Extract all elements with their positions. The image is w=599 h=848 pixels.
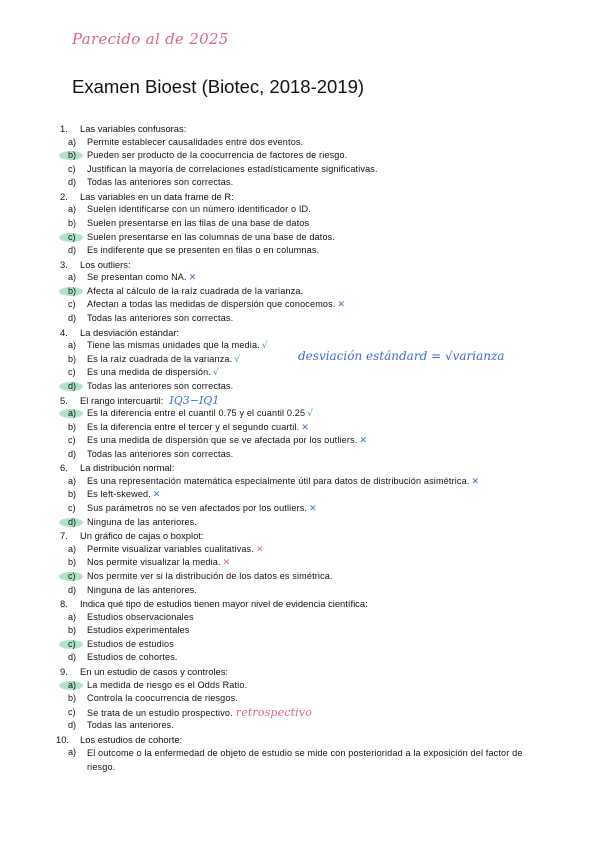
option [0, 434, 599, 448]
option-selected [0, 380, 599, 394]
option-text: Afecta al cálculo de la raíz cuadrada de la varianza. [87, 285, 304, 296]
option [0, 475, 599, 489]
question-text: Un gráfico de cajas o boxplot: [80, 530, 204, 542]
option-selected [0, 570, 599, 584]
option [0, 448, 599, 462]
option-letter: d) [68, 245, 77, 256]
option-text: Es una medida de dispersión que se ve afectada por los outliers. [87, 435, 358, 446]
option-letter: b) [68, 489, 77, 500]
option-letter: a) [68, 272, 77, 283]
option-letter: d) [68, 720, 77, 731]
question-number: 5. [60, 394, 68, 406]
option-text: Todas las anteriores son correctas. [87, 448, 234, 459]
option-text: Suelen presentarse en las columnas de una base de datos. [87, 231, 336, 242]
cross-mark-icon: ✕ [188, 273, 197, 284]
option-text: Estudios de cohortes. [87, 652, 178, 663]
option-text: Es left-skewed. [87, 489, 151, 500]
question-number: 10. [56, 733, 70, 745]
option [0, 298, 599, 312]
question-text: Las variables confusoras: [80, 123, 187, 134]
std-dev-handwritten-note: desviación estándard = √varianza [298, 349, 505, 363]
question-9 [0, 665, 599, 733]
option [0, 176, 599, 190]
check-mark-icon: √ [307, 409, 314, 419]
question-text: Los outliers: [80, 258, 131, 270]
question-number: 7. [60, 530, 68, 542]
question-6 [0, 461, 599, 529]
option-letter: a) [68, 408, 77, 418]
option-text: Es una medida de dispersión. [87, 367, 212, 378]
option-text: Todas las anteriores son correctas. [87, 380, 234, 391]
handwritten-note: Parecido al de 2025 [72, 30, 229, 48]
option-selected [0, 407, 599, 421]
question-number: 6. [60, 462, 68, 474]
option [0, 217, 599, 231]
cross-mark-icon: ✕ [256, 544, 264, 555]
option-text: Ninguna de las anteriores. [87, 516, 198, 527]
option [0, 543, 599, 557]
option-text: La medida de riesgo es el Odds Ratio. [87, 679, 248, 690]
option-letter: b) [68, 217, 77, 228]
option [0, 271, 599, 285]
option-text: Todas las anteriores son correctas. [87, 177, 234, 188]
option [0, 136, 599, 150]
option-text: Se trata de un estudio prospectivo. [87, 707, 233, 718]
option-letter: a) [68, 136, 77, 147]
option-text: Es la diferencia entre el cuantil 0.75 y el cuantil 0.25 [87, 408, 306, 418]
option-letter: b) [68, 625, 77, 636]
cross-mark-icon: ✕ [471, 476, 480, 487]
option-text: Tiene las mismas unidades que la media. [87, 340, 260, 351]
option-letter: a) [68, 475, 77, 486]
option-letter: c) [68, 367, 76, 378]
option-text: Permite establecer causalidades entre dos eventos. [87, 136, 304, 147]
question-text: La distribución normal: [80, 462, 175, 474]
question-8 [0, 597, 599, 665]
option-text: Controla la coocurrencia de riesgos. [87, 693, 238, 704]
cross-mark-icon: ✕ [301, 422, 310, 433]
option [0, 556, 599, 570]
option-text: Sus parámetros no se ven afectados por los outliers. [87, 503, 308, 514]
question-5 [0, 394, 599, 462]
option [0, 611, 599, 625]
option [0, 366, 599, 380]
question-text: Los estudios de cohorte: [80, 733, 183, 745]
option-text: Justifican la mayoría de correlaciones estadísticamente significativas. [87, 163, 378, 174]
retrospective-handwritten-note: retrospectivo [235, 705, 312, 719]
question-list [0, 122, 599, 774]
question-number: 1. [60, 123, 68, 134]
question-text: En un estudio de casos y controles: [80, 666, 229, 677]
option-letter: d) [68, 313, 77, 324]
check-mark-icon: √ [234, 354, 241, 365]
option [0, 163, 599, 177]
option [0, 624, 599, 638]
option-text: Ninguna de las anteriores. [87, 584, 198, 595]
option-text: Es la diferencia entre el tercer y el segundo cuartil. [87, 421, 300, 432]
option-text: Estudios observacionales [87, 611, 194, 622]
option-selected [0, 231, 599, 245]
option-text: Nos permite visualizar la media. [87, 557, 221, 568]
option-text: El outcome o la enfermedad de objeto de estudio se mide con posterioridad a la exposición del factor de riesgo. [87, 748, 523, 773]
option [0, 746, 599, 774]
option-letter: c) [68, 163, 76, 174]
option-text: Afectan a todas las medidas de dispersión que conocemos. [87, 299, 336, 310]
option-text: Es indiferente que se presenten en filas o en columnas. [87, 245, 320, 256]
question-text: La desviación estándar: [80, 326, 180, 338]
option-letter: c) [68, 503, 76, 514]
check-mark-icon: √ [213, 368, 219, 379]
option-letter: b) [68, 150, 77, 161]
cross-mark-icon: ✕ [359, 436, 368, 447]
option-text: Suelen presentarse en las filas de una base de datos [87, 217, 310, 228]
option-text: Se presentan como NA. [87, 272, 187, 283]
option [0, 706, 599, 720]
cross-mark-icon: ✕ [222, 558, 231, 569]
option-letter: b) [68, 557, 77, 568]
option-selected [0, 516, 599, 530]
option-text: Nos permite ver si la distribución de los datos es simétrica. [87, 570, 333, 581]
option-selected [0, 285, 599, 299]
option-letter: a) [68, 611, 77, 622]
option-text: Todas las anteriores son correctas. [87, 313, 234, 324]
option-letter: c) [68, 706, 76, 717]
iqr-handwritten-note: IQ3−IQ1 [169, 393, 220, 407]
option-letter: c) [68, 231, 76, 242]
question-text: Indica qué tipo de estudios tienen mayor nivel de evidencia científica: [80, 598, 368, 610]
option [0, 584, 599, 598]
option-text: Estudios de estudios [87, 638, 174, 649]
option-text: Suelen identificarse con un número identificador o ID. [87, 204, 311, 215]
option-letter: b) [68, 693, 77, 704]
option [0, 421, 599, 435]
option-letter: d) [68, 380, 77, 391]
question-3 [0, 258, 599, 326]
question-2 [0, 190, 599, 258]
option-letter: d) [68, 652, 77, 663]
question-7 [0, 529, 599, 597]
option-letter: d) [68, 448, 77, 459]
option-selected [0, 149, 599, 163]
option-letter: d) [68, 177, 77, 188]
option [0, 488, 599, 502]
option [0, 719, 599, 733]
option-letter: b) [68, 285, 77, 296]
check-mark-icon: √ [261, 341, 268, 352]
option-text: Permite visualizar variables cualitativas. [87, 543, 255, 554]
option-selected [0, 638, 599, 652]
option-letter: a) [68, 340, 77, 351]
option-letter: a) [68, 679, 77, 690]
option-letter: c) [68, 299, 76, 310]
option [0, 244, 599, 258]
question-number: 2. [60, 190, 68, 202]
option-text: Es una representación matemática especialmente útil para datos de distribución asimétrica. [87, 475, 470, 486]
cross-mark-icon: ✕ [337, 300, 346, 311]
question-number: 3. [60, 258, 68, 270]
option-letter: b) [68, 421, 77, 432]
option-letter: d) [68, 584, 77, 595]
page-title: Examen Bioest (Biotec, 2018-2019) [72, 76, 365, 97]
option-letter: a) [68, 204, 77, 215]
question-1 [0, 122, 599, 190]
cross-mark-icon: ✕ [309, 504, 317, 515]
option-letter: b) [68, 353, 77, 364]
question-text: El rango intercuartil: [80, 394, 164, 406]
option-letter: c) [68, 638, 76, 649]
option [0, 502, 599, 516]
option-text: Pueden ser producto de la coocurrencia de factores de riesgo. [87, 150, 348, 161]
option [0, 203, 599, 217]
question-number: 8. [60, 598, 68, 610]
option-text: Todas las anteriores. [87, 720, 175, 731]
option [0, 312, 599, 326]
option [0, 651, 599, 665]
option-letter: a) [68, 747, 77, 758]
option-selected [0, 679, 599, 693]
option-letter: c) [68, 435, 76, 446]
cross-mark-icon: ✕ [152, 490, 161, 501]
option-letter: d) [68, 516, 77, 527]
option-letter: c) [68, 570, 76, 581]
question-10 [0, 733, 599, 775]
question-number: 4. [60, 326, 68, 338]
option-text: Estudios experimentales [87, 625, 190, 636]
question-text: Las variables en un data frame de R: [80, 190, 234, 202]
option [0, 692, 599, 706]
question-number: 9. [60, 666, 68, 677]
option-text: Es la raíz cuadrada de la varianza. [87, 353, 233, 364]
option-letter: a) [68, 543, 77, 554]
